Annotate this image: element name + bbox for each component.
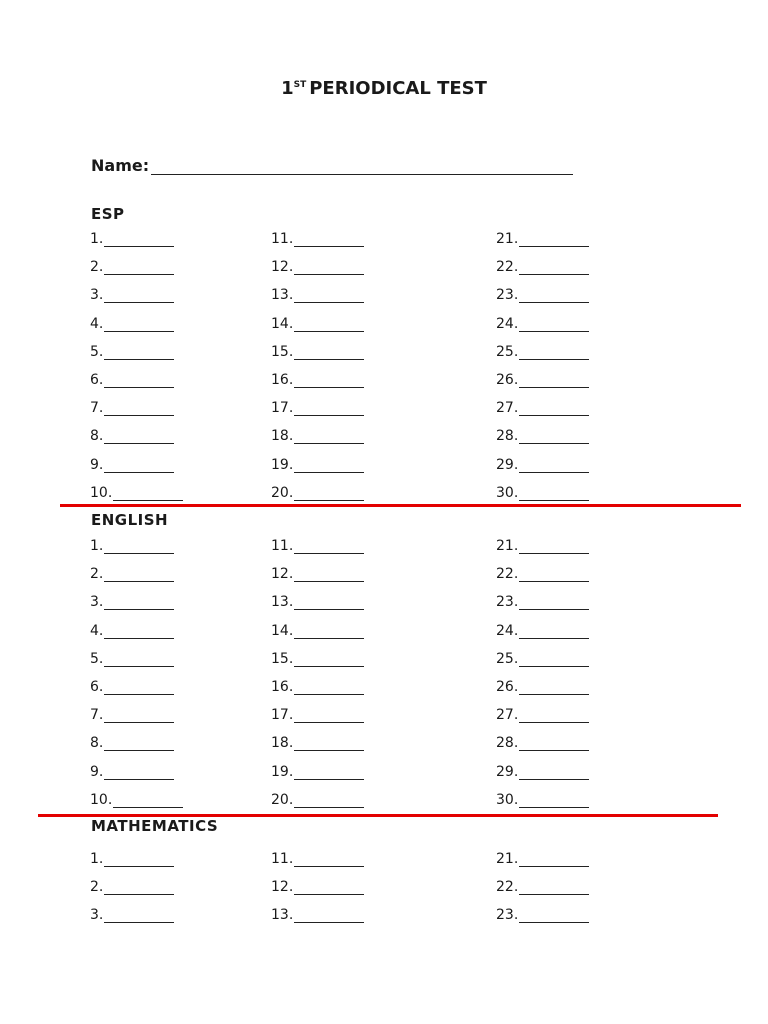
item-number: 30. — [496, 791, 519, 808]
answer-item — [496, 564, 589, 582]
title-ordinal-suffix: ST — [293, 80, 307, 90]
item-number: 26. — [496, 679, 519, 695]
item-number: 10. — [90, 484, 113, 501]
answer-item — [90, 677, 174, 695]
answer-item — [271, 370, 364, 388]
answer-item — [496, 426, 589, 444]
page-title — [0, 78, 768, 99]
item-number: 5. — [90, 343, 104, 360]
item-number: 6. — [90, 372, 104, 388]
item-number: 14. — [271, 622, 294, 639]
answer-item — [496, 877, 589, 895]
item-number: 18. — [271, 735, 294, 752]
answer-item — [496, 483, 589, 501]
answer-blank[interactable] — [104, 652, 174, 667]
section-title-english: ENGLISH — [91, 511, 169, 529]
answer-blank[interactable] — [294, 429, 364, 444]
item-number: 14. — [271, 315, 294, 332]
item-number: 8. — [90, 735, 104, 752]
item-number: 13. — [271, 287, 294, 304]
title-text: PERIODICAL TEST — [309, 78, 487, 99]
item-number: 21. — [496, 851, 519, 867]
answer-item — [90, 398, 174, 416]
answer-blank[interactable] — [294, 708, 364, 723]
item-number: 30. — [496, 484, 519, 501]
answer-blank[interactable] — [519, 708, 589, 723]
answer-blank[interactable] — [113, 486, 183, 501]
answer-item — [496, 677, 589, 695]
item-number: 25. — [496, 650, 519, 667]
item-number: 12. — [271, 879, 294, 896]
item-number: 21. — [496, 231, 519, 247]
answer-blank[interactable] — [104, 458, 174, 473]
item-number: 16. — [271, 372, 294, 388]
answer-item — [496, 370, 589, 388]
answer-item — [271, 649, 364, 667]
answer-item — [271, 592, 364, 610]
answer-item — [496, 621, 589, 639]
title-ordinal: 1 — [281, 78, 294, 99]
answer-blank[interactable] — [519, 260, 589, 275]
item-number: 23. — [496, 594, 519, 611]
answer-item — [90, 483, 183, 501]
answer-blank[interactable] — [104, 880, 174, 895]
answer-item — [496, 849, 589, 867]
answer-blank[interactable] — [294, 260, 364, 275]
item-number: 13. — [271, 594, 294, 611]
item-number: 11. — [271, 231, 294, 247]
answer-item — [90, 849, 174, 867]
answer-item — [271, 229, 364, 247]
answer-blank[interactable] — [104, 595, 174, 610]
answer-blank[interactable] — [519, 793, 589, 808]
item-number: 27. — [496, 400, 519, 417]
answer-blank[interactable] — [294, 624, 364, 639]
answer-item — [90, 762, 174, 780]
answer-blank[interactable] — [104, 708, 174, 723]
answer-blank[interactable] — [519, 852, 589, 867]
item-number: 8. — [90, 428, 104, 445]
item-number: 16. — [271, 679, 294, 695]
answer-item — [90, 342, 174, 360]
item-number: 17. — [271, 707, 294, 724]
answer-item — [90, 705, 174, 723]
answer-item — [271, 621, 364, 639]
answer-item — [90, 564, 174, 582]
answer-item — [496, 257, 589, 275]
answer-item — [90, 455, 174, 473]
item-number: 15. — [271, 343, 294, 360]
answer-blank[interactable] — [294, 345, 364, 360]
item-number: 22. — [496, 879, 519, 896]
item-number: 21. — [496, 538, 519, 554]
answer-item — [271, 677, 364, 695]
answer-blank[interactable] — [294, 458, 364, 473]
answer-blank[interactable] — [294, 736, 364, 751]
item-number: 20. — [271, 484, 294, 501]
item-number: 22. — [496, 259, 519, 276]
item-number: 19. — [271, 456, 294, 473]
item-number: 26. — [496, 372, 519, 388]
item-number: 23. — [496, 907, 519, 924]
answer-blank[interactable] — [294, 652, 364, 667]
answer-item — [90, 621, 174, 639]
answer-blank[interactable] — [294, 486, 364, 501]
answer-item — [90, 733, 174, 751]
answer-item — [90, 592, 174, 610]
item-number: 1. — [90, 851, 104, 867]
answer-blank[interactable] — [104, 429, 174, 444]
item-number: 23. — [496, 287, 519, 304]
answer-blank[interactable] — [104, 908, 174, 923]
answer-blank[interactable] — [104, 373, 174, 388]
answer-item — [271, 762, 364, 780]
item-number: 11. — [271, 538, 294, 554]
answer-item — [271, 733, 364, 751]
answer-blank[interactable] — [104, 317, 174, 332]
answer-item — [90, 536, 174, 554]
item-number: 17. — [271, 400, 294, 417]
answer-blank[interactable] — [294, 908, 364, 923]
answer-item — [271, 877, 364, 895]
answer-item — [271, 257, 364, 275]
item-number: 24. — [496, 315, 519, 332]
answer-item — [496, 649, 589, 667]
answer-blank[interactable] — [294, 567, 364, 582]
answer-item — [496, 733, 589, 751]
answer-item — [496, 762, 589, 780]
name-input-line[interactable] — [151, 158, 573, 175]
answer-blank[interactable] — [519, 624, 589, 639]
answer-blank[interactable] — [104, 624, 174, 639]
answer-blank[interactable] — [104, 736, 174, 751]
item-number: 28. — [496, 735, 519, 752]
answer-blank[interactable] — [104, 232, 174, 247]
item-number: 9. — [90, 456, 104, 473]
answer-blank[interactable] — [294, 852, 364, 867]
item-number: 7. — [90, 707, 104, 724]
answer-blank[interactable] — [294, 880, 364, 895]
answer-blank[interactable] — [519, 232, 589, 247]
item-number: 12. — [271, 259, 294, 276]
answer-item — [271, 564, 364, 582]
answer-item — [90, 649, 174, 667]
section-title-mathematics: MATHEMATICS — [91, 817, 219, 835]
answer-item — [271, 536, 364, 554]
answer-item — [90, 257, 174, 275]
answer-blank[interactable] — [104, 401, 174, 416]
answer-item — [271, 705, 364, 723]
item-number: 2. — [90, 879, 104, 896]
item-number: 13. — [271, 907, 294, 924]
answer-blank[interactable] — [519, 317, 589, 332]
item-number: 18. — [271, 428, 294, 445]
answer-blank[interactable] — [294, 288, 364, 303]
answer-blank[interactable] — [104, 288, 174, 303]
answer-item — [90, 370, 174, 388]
answer-item — [271, 426, 364, 444]
item-number: 24. — [496, 622, 519, 639]
answer-blank[interactable] — [519, 373, 589, 388]
item-number: 5. — [90, 650, 104, 667]
answer-item — [271, 905, 364, 923]
answer-blank[interactable] — [294, 539, 364, 554]
answer-blank[interactable] — [104, 765, 174, 780]
answer-item — [271, 849, 364, 867]
answer-blank[interactable] — [294, 680, 364, 695]
section-divider — [38, 814, 718, 817]
item-number: 20. — [271, 791, 294, 808]
item-number: 1. — [90, 538, 104, 554]
answer-item — [90, 877, 174, 895]
item-number: 12. — [271, 566, 294, 583]
answer-item — [271, 398, 364, 416]
answer-blank[interactable] — [519, 595, 589, 610]
answer-blank[interactable] — [104, 567, 174, 582]
item-number: 1. — [90, 231, 104, 247]
answer-blank[interactable] — [519, 345, 589, 360]
item-number: 6. — [90, 679, 104, 695]
item-number: 7. — [90, 400, 104, 417]
item-number: 3. — [90, 594, 104, 611]
answer-item — [90, 314, 174, 332]
answer-item — [271, 342, 364, 360]
answer-item — [496, 455, 589, 473]
answer-blank[interactable] — [294, 373, 364, 388]
item-number: 2. — [90, 566, 104, 583]
answer-item — [496, 229, 589, 247]
answer-blank[interactable] — [519, 288, 589, 303]
item-number: 9. — [90, 763, 104, 780]
answer-item — [496, 398, 589, 416]
answer-item — [90, 790, 183, 808]
answer-blank[interactable] — [519, 458, 589, 473]
item-number: 3. — [90, 287, 104, 304]
answer-blank[interactable] — [519, 908, 589, 923]
item-number: 29. — [496, 456, 519, 473]
item-number: 27. — [496, 707, 519, 724]
item-number: 2. — [90, 259, 104, 276]
answer-item — [90, 285, 174, 303]
answer-blank[interactable] — [294, 793, 364, 808]
answer-blank[interactable] — [104, 680, 174, 695]
section-title-esp: ESP — [91, 205, 125, 223]
answer-item — [496, 705, 589, 723]
item-number: 11. — [271, 851, 294, 867]
item-number: 22. — [496, 566, 519, 583]
item-number: 29. — [496, 763, 519, 780]
answer-item — [496, 592, 589, 610]
answer-blank[interactable] — [104, 852, 174, 867]
answer-blank[interactable] — [294, 317, 364, 332]
answer-blank[interactable] — [519, 539, 589, 554]
answer-item — [496, 285, 589, 303]
answer-item — [90, 229, 174, 247]
answer-blank[interactable] — [519, 486, 589, 501]
answer-item — [90, 426, 174, 444]
answer-item — [271, 790, 364, 808]
answer-blank[interactable] — [519, 680, 589, 695]
answer-blank[interactable] — [519, 652, 589, 667]
answer-blank[interactable] — [519, 880, 589, 895]
answer-blank[interactable] — [294, 765, 364, 780]
item-number: 3. — [90, 907, 104, 924]
answer-item — [496, 314, 589, 332]
answer-blank[interactable] — [519, 567, 589, 582]
item-number: 10. — [90, 791, 113, 808]
answer-item — [496, 536, 589, 554]
section-divider — [60, 504, 741, 507]
answer-blank[interactable] — [519, 765, 589, 780]
answer-blank[interactable] — [294, 595, 364, 610]
answer-item — [496, 342, 589, 360]
answer-item — [271, 455, 364, 473]
item-number: 4. — [90, 622, 104, 639]
answer-blank[interactable] — [294, 232, 364, 247]
answer-blank[interactable] — [104, 345, 174, 360]
name-label: Name: — [91, 156, 150, 175]
answer-item — [271, 314, 364, 332]
answer-item — [271, 483, 364, 501]
item-number: 28. — [496, 428, 519, 445]
answer-blank[interactable] — [113, 793, 183, 808]
answer-item — [496, 790, 589, 808]
answer-blank[interactable] — [519, 401, 589, 416]
item-number: 25. — [496, 343, 519, 360]
answer-item — [90, 905, 174, 923]
answer-blank[interactable] — [104, 539, 174, 554]
name-field-row — [91, 156, 573, 175]
answer-blank[interactable] — [519, 429, 589, 444]
answer-item — [496, 905, 589, 923]
answer-item — [271, 285, 364, 303]
answer-blank[interactable] — [519, 736, 589, 751]
item-number: 15. — [271, 650, 294, 667]
answer-blank[interactable] — [104, 260, 174, 275]
item-number: 19. — [271, 763, 294, 780]
answer-blank[interactable] — [294, 401, 364, 416]
item-number: 4. — [90, 315, 104, 332]
